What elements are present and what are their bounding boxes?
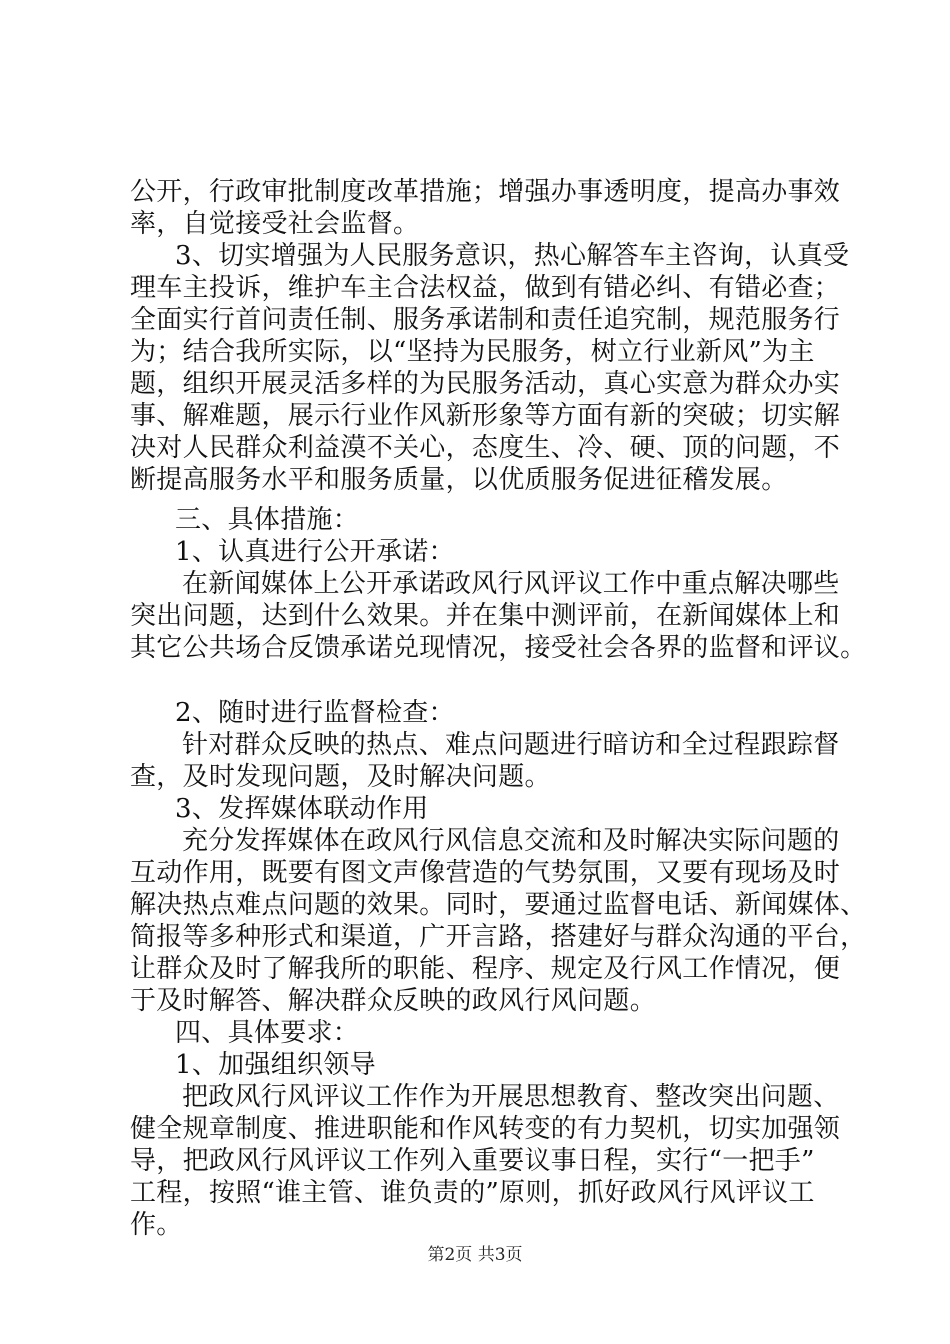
text-line: 把政风行风评议工作作为开展思想教育、整改突出问题、 bbox=[182, 1082, 840, 1112]
subsection-heading: 1、认真进行公开承诺： bbox=[175, 537, 455, 567]
section-heading: 三、具体措施： bbox=[175, 505, 360, 535]
text-line: 公开，行政审批制度改革措施；增强办事透明度，提高办事效 bbox=[130, 177, 841, 207]
page-number-footer: 第2页 共3页 bbox=[427, 1245, 523, 1265]
text-line: 突出问题，达到什么效果。并在集中测评前，在新闻媒体上和 bbox=[130, 601, 841, 631]
text-line: 在新闻媒体上公开承诺政风行风评议工作中重点解决哪些 bbox=[182, 569, 840, 599]
text-line: 简报等多种形式和渠道，广开言路，搭建好与群众沟通的平台， bbox=[130, 922, 867, 952]
text-line: 针对群众反映的热点、难点问题进行暗访和全过程跟踪督 bbox=[182, 730, 840, 760]
text-line: 3、切实增强为人民服务意识，热心解答车主咨询，认真受 bbox=[175, 241, 850, 271]
subsection-heading: 3、发挥媒体联动作用 bbox=[175, 794, 429, 824]
text-line: 导，把政风行风评议工作列入重要议事日程，实行“一把手” bbox=[130, 1146, 815, 1176]
text-line: 让群众及时了解我所的职能、程序、规定及行风工作情况，便 bbox=[130, 954, 841, 984]
subsection-heading: 1、加强组织领导 bbox=[175, 1050, 376, 1080]
text-line: 充分发挥媒体在政风行风信息交流和及时解决实际问题的 bbox=[182, 826, 840, 856]
text-line: 互动作用，既要有图文声像营造的气势氛围，又要有现场及时 bbox=[130, 858, 841, 888]
text-line: 作。 bbox=[130, 1210, 183, 1240]
text-line: 查，及时发现问题，及时解决问题。 bbox=[130, 762, 551, 792]
text-line: 理车主投诉，维护车主合法权益，做到有错必纠、有错必查； bbox=[130, 273, 841, 303]
section-heading: 四、具体要求： bbox=[175, 1018, 360, 1048]
text-line: 全面实行首问责任制、服务承诺制和责任追究制，规范服务行 bbox=[130, 305, 841, 335]
text-line: 决对人民群众利益漠不关心，态度生、冷、硬、顶的问题，不 bbox=[130, 433, 841, 463]
text-line: 为；结合我所实际，以“坚持为民服务，树立行业新风”为主 bbox=[130, 337, 815, 367]
text-line: 其它公共场合反馈承诺兑现情况，接受社会各界的监督和评议。 bbox=[130, 633, 867, 663]
text-line: 率，自觉接受社会监督。 bbox=[130, 209, 420, 239]
text-line: 工程，按照“谁主管、谁负责的”原则，抓好政风行风评议工 bbox=[130, 1178, 815, 1208]
text-line: 健全规章制度、推进职能和作风转变的有力契机，切实加强领 bbox=[130, 1114, 841, 1144]
text-line: 事、解难题，展示行业作风新形象等方面有新的突破；切实解 bbox=[130, 401, 841, 431]
subsection-heading: 2、随时进行监督检查： bbox=[175, 698, 455, 728]
text-line: 于及时解答、解决群众反映的政风行风问题。 bbox=[130, 986, 657, 1016]
text-line: 断提高服务水平和服务质量，以优质服务促进征稽发展。 bbox=[130, 465, 788, 495]
text-line: 题，组织开展灵活多样的为民服务活动，真心实意为群众办实 bbox=[130, 369, 841, 399]
text-line: 解决热点难点问题的效果。同时，要通过监督电话、新闻媒体、 bbox=[130, 890, 867, 920]
